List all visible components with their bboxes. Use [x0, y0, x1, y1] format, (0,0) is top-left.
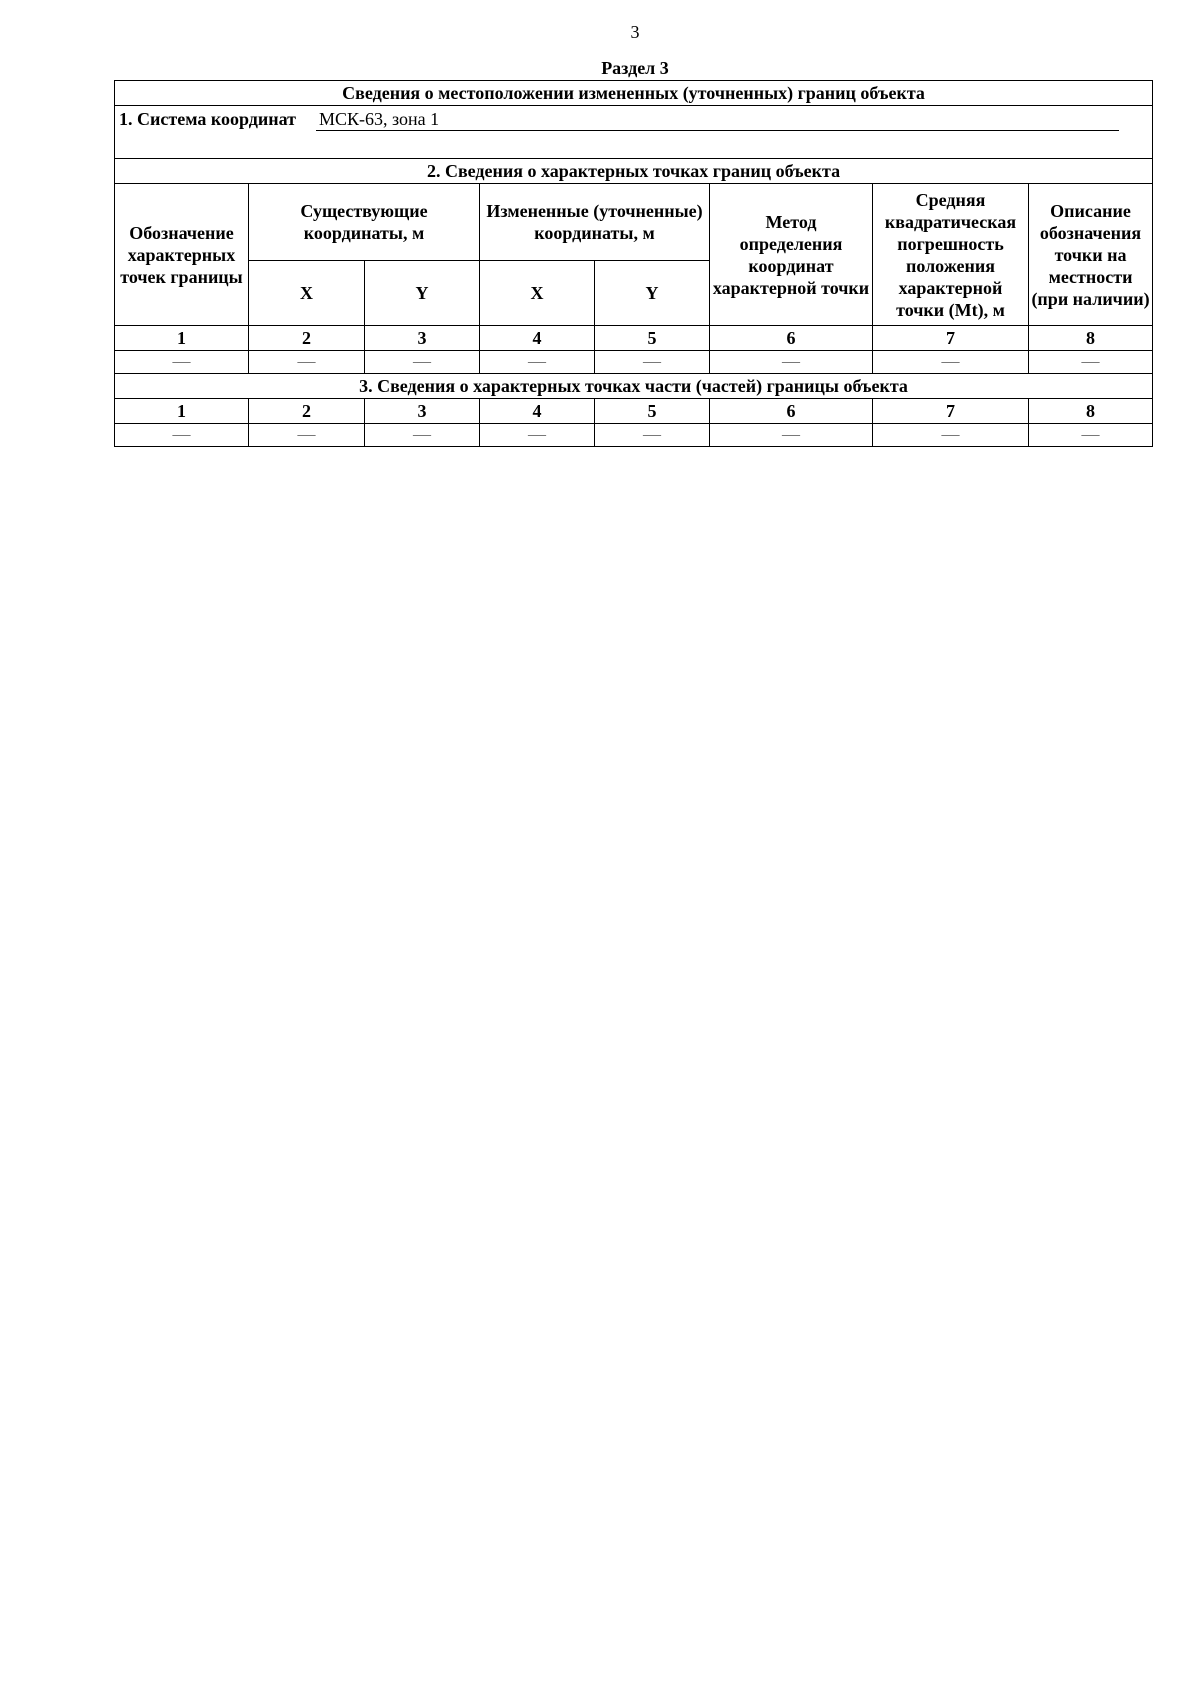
column-number: 5 [595, 399, 710, 424]
column-number: 5 [595, 326, 710, 351]
table-cell: — [365, 351, 480, 374]
column-number: 4 [480, 399, 595, 424]
table-cell: — [365, 424, 480, 447]
table-cell: — [1029, 424, 1153, 447]
header-point-designation: Обозначение характерных точек границы [115, 184, 249, 326]
column-number: 8 [1029, 399, 1153, 424]
header-existing-coords: Существующие координаты, м [249, 184, 480, 261]
page-number: 3 [630, 22, 640, 42]
table-cell: — [249, 424, 365, 447]
table-cell: — [480, 351, 595, 374]
table-cell: — [249, 351, 365, 374]
coordinate-system-value: МСК-63, зона 1 [316, 108, 1119, 131]
table-title: Сведения о местоположении измененных (уточненных) границ объекта [115, 81, 1153, 106]
coordinate-system-row [115, 106, 1153, 159]
column-number: 7 [873, 326, 1029, 351]
table-row [115, 424, 1153, 447]
column-number: 6 [710, 399, 873, 424]
column-number: 2 [249, 399, 365, 424]
table-cell: — [595, 424, 710, 447]
column-number: 7 [873, 399, 1029, 424]
column-number: 2 [249, 326, 365, 351]
column-number: 3 [365, 326, 480, 351]
column-number: 1 [115, 399, 249, 424]
table-cell: — [480, 424, 595, 447]
table-cell: — [873, 351, 1029, 374]
table-cell: — [710, 424, 873, 447]
parts-section-title: 3. Сведения о характерных точках части (частей) границы объекта [115, 374, 1153, 399]
table-cell: — [1029, 351, 1153, 374]
column-number: 6 [710, 326, 873, 351]
table-cell: — [873, 424, 1029, 447]
table-cell: — [710, 351, 873, 374]
table-row [115, 351, 1153, 374]
header-description: Описание обозначения точки на местности (при наличии) [1029, 184, 1153, 326]
header-changed-coords: Измененные (уточненные) координаты, м [480, 184, 710, 261]
points-column-numbers-row [115, 326, 1153, 351]
header-method: Метод определения координат характерной точки [710, 184, 873, 326]
column-number: 1 [115, 326, 249, 351]
column-number: 8 [1029, 326, 1153, 351]
section-title: Раздел 3 [601, 58, 669, 78]
coordinate-system-label: 1. Система координат [119, 109, 296, 129]
table-cell: — [115, 351, 249, 374]
parts-column-numbers-row [115, 399, 1153, 424]
points-section-title: 2. Сведения о характерных точках границ объекта [115, 159, 1153, 184]
header-mean-error: Средняя квадратическая погрешность положения характерной точки (Mt), м [873, 184, 1029, 326]
boundary-points-table [114, 80, 1153, 447]
header-existing-x: X [249, 261, 365, 326]
header-changed-y: Y [595, 261, 710, 326]
column-number: 4 [480, 326, 595, 351]
header-changed-x: X [480, 261, 595, 326]
header-existing-y: Y [365, 261, 480, 326]
table-cell: — [595, 351, 710, 374]
table-cell: — [115, 424, 249, 447]
column-number: 3 [365, 399, 480, 424]
